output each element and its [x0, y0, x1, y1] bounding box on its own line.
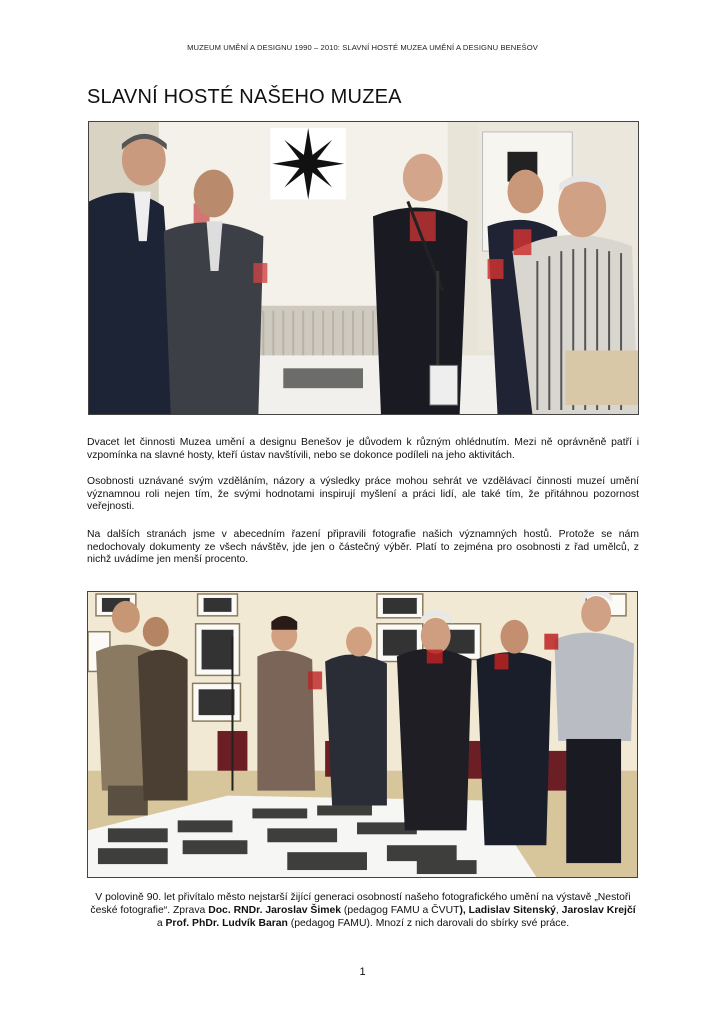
caption-text-1: V polovině 90. let přivítalo město nejstarší žijící generaci osobností našeho fotografického umění na výstavě „Nestoři české fotografie“. Zprava [90, 892, 631, 916]
caption-text-6: (pedagog FAMU). Mnozí z nich darovali do sbírky své práce. [287, 918, 570, 929]
caption-name-krejci: Jaroslav Krejčí [561, 905, 636, 916]
photo-guests-toasting-image [89, 122, 638, 414]
intro-paragraph-2: Osobnosti uznávané svým vzděláním, názory a výsledky práce mohou sehrát ve vzdělávací činnosti muzeí umění významnou roli nejen tím, že svými hodnotami inspirují myšlení a práci lidí, ale také tím, že přitáhnou pozornost veřejnosti. [87, 476, 639, 513]
caption-text-3: ), [459, 905, 469, 916]
photo-caption [87, 891, 639, 930]
photo-guests-toasting [88, 121, 639, 415]
intro-paragraph-1: Dvacet let činnosti Muzea umění a designu Benešov je důvodem k různým ohlédnutím. Mezi ně oprávněně patří i vzpomínka na slavné hosty, kteří ústav navštívili, nebo se dokonce podíleli na jeho aktivitách. [87, 437, 639, 461]
photo-exhibition-opening [87, 591, 638, 878]
intro-paragraph-3: Na dalších stranách jsme v abecedním řazení připravili fotografie našich významných hostů. Protože se nám nedochovaly dokumenty ze všech návštěv, jde jen o částečný výběr. Platí to zejména pro osobnosti z řad umělců, z nichž uvádíme jen menší procento. [87, 529, 639, 566]
photo-exhibition-opening-image [88, 592, 637, 877]
caption-text-5: a [156, 918, 166, 929]
caption-name-sitensky: Ladislav Sitenský [468, 905, 556, 916]
page-number: 1 [359, 966, 366, 978]
page-title: SLAVNÍ HOSTÉ NAŠEHO MUZEA [87, 86, 402, 108]
running-header: MUZEUM UMĚNÍ A DESIGNU 1990 – 2010: SLAVNÍ HOSTÉ MUZEA UMĚNÍ A DESIGNU BENEŠOV [187, 43, 538, 52]
caption-name-baran: Prof. PhDr. Ludvík Baran [165, 918, 288, 929]
caption-text-4: , [555, 905, 562, 916]
caption-name-simek: Doc. RNDr. Jaroslav Šimek [208, 905, 342, 916]
caption-text-2: (pedagog FAMU a ČVUT [341, 905, 460, 916]
